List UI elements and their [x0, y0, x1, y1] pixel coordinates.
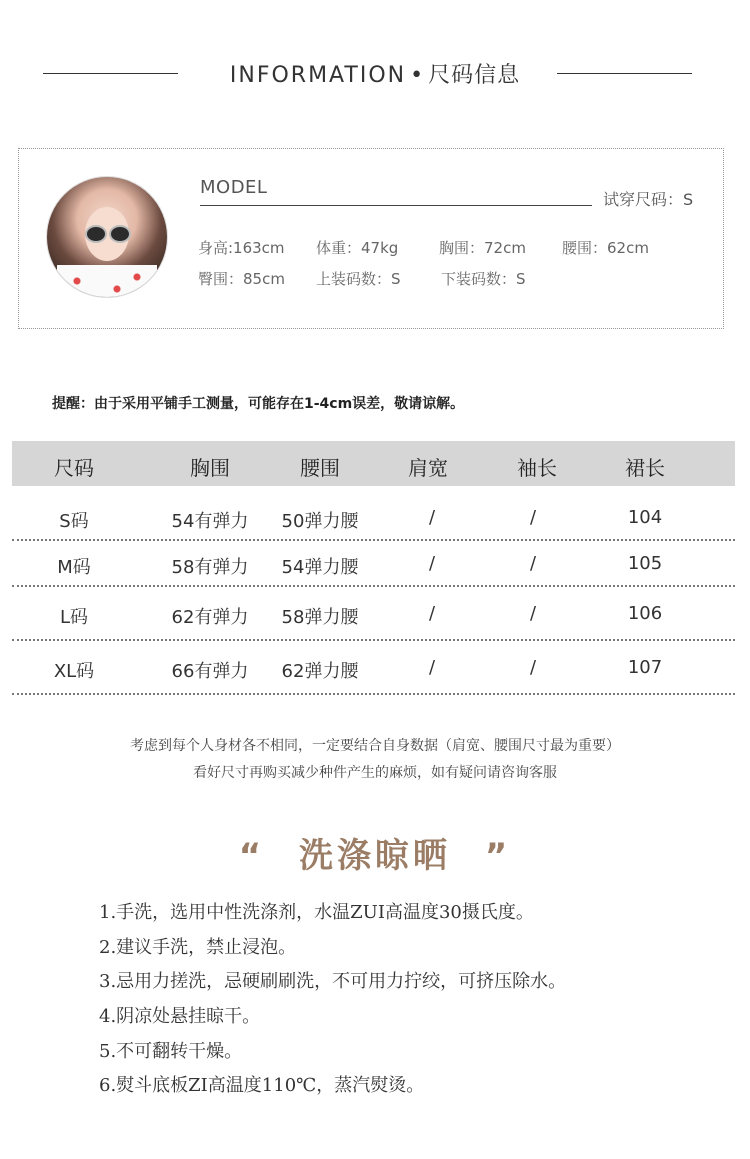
cell-sleeve: / — [529, 657, 537, 678]
list-item: 1.手洗，选用中性洗涤剂，水温ZUI高温度30摄氏度。 — [99, 902, 534, 923]
spec-hip: 臀围：85cm — [198, 270, 285, 288]
col-length: 裙长 — [625, 456, 665, 480]
cell-waist: 54弹力腰 — [281, 557, 359, 578]
cell-length: 105 — [627, 553, 663, 574]
cell-sleeve: / — [529, 603, 537, 624]
cell-size: M码 — [57, 557, 91, 578]
cell-length: 104 — [627, 507, 663, 528]
title-cn: 尺码信息 — [428, 63, 521, 88]
cell-sleeve: / — [529, 553, 537, 574]
spec-top-size: 上装码数：S — [316, 270, 401, 288]
quote-open: “ — [238, 836, 266, 876]
consider-line-2: 看好尺寸再购买减少种件产生的麻烦，如有疑问请咨询客服 — [193, 765, 557, 781]
spec-height: 身高:163cm — [198, 239, 285, 257]
cell-shoulder: / — [428, 553, 436, 574]
avatar-glass-right — [109, 225, 131, 243]
model-avatar — [47, 177, 167, 297]
cell-length: 106 — [627, 603, 663, 624]
cell-waist: 50弹力腰 — [281, 511, 359, 532]
col-sleeve: 袖长 — [517, 456, 557, 480]
table-row — [12, 507, 735, 551]
measurement-note: 提醒：由于采用平铺手工测量，可能存在1-4cm误差，敬请谅解。 — [52, 396, 465, 412]
page-title — [0, 58, 750, 89]
cell-waist: 62弹力腰 — [281, 661, 359, 682]
model-label: MODEL — [200, 177, 268, 198]
row-divider — [12, 693, 735, 695]
list-item: 2.建议手洗，禁止浸泡。 — [99, 937, 297, 958]
cell-bust: 58有弹力 — [171, 557, 249, 578]
size-table-header — [12, 441, 735, 486]
cell-shoulder: / — [428, 507, 436, 528]
cell-bust: 62有弹力 — [171, 607, 249, 628]
washing-title-text: 洗涤晾晒 — [299, 836, 451, 876]
col-size: 尺码 — [54, 456, 94, 480]
title-separator: • — [410, 63, 425, 88]
col-bust: 胸围 — [190, 456, 230, 480]
quote-close: ” — [484, 836, 512, 876]
consider-line-1: 考虑到每个人身材各不相同，一定要结合自身数据（肩宽、腰围尺寸最为重要） — [130, 738, 620, 754]
row-divider — [12, 539, 735, 541]
tryon-size: 试穿尺码：S — [603, 190, 694, 209]
cell-shoulder: / — [428, 657, 436, 678]
cell-bust: 54有弹力 — [171, 511, 249, 532]
avatar-glass-left — [85, 225, 107, 243]
cell-size: L码 — [59, 607, 89, 628]
cell-size: XL码 — [53, 661, 95, 682]
table-row — [12, 553, 735, 597]
title-en: INFORMATION — [229, 63, 407, 88]
spec-bottom-size: 下装码数：S — [441, 270, 526, 288]
model-underline — [200, 205, 592, 206]
row-divider — [12, 585, 735, 587]
cell-size: S码 — [59, 511, 89, 532]
cell-bust: 66有弹力 — [171, 661, 249, 682]
list-item: 5.不可翻转干燥。 — [99, 1041, 243, 1062]
model-info-box — [18, 148, 724, 329]
cell-waist: 58弹力腰 — [281, 607, 359, 628]
cell-length: 107 — [627, 657, 663, 678]
spec-bust: 胸围：72cm — [439, 239, 526, 257]
list-item: 3.忌用力搓洗，忌硬刷刷洗，不可用力拧绞，可挤压除水。 — [99, 971, 567, 992]
col-shoulder: 肩宽 — [408, 456, 448, 480]
washing-title — [0, 828, 750, 877]
list-item: 4.阴凉处悬挂晾干。 — [99, 1006, 261, 1027]
cell-shoulder: / — [428, 603, 436, 624]
row-divider — [12, 639, 735, 641]
spec-weight: 体重：47kg — [316, 239, 399, 257]
list-item: 6.熨斗底板ZI高温度110℃，蒸汽熨烫。 — [99, 1075, 425, 1096]
spec-waist: 腰围：62cm — [562, 239, 649, 257]
cell-sleeve: / — [529, 507, 537, 528]
col-waist: 腰围 — [300, 456, 340, 480]
avatar-dress — [57, 265, 157, 297]
